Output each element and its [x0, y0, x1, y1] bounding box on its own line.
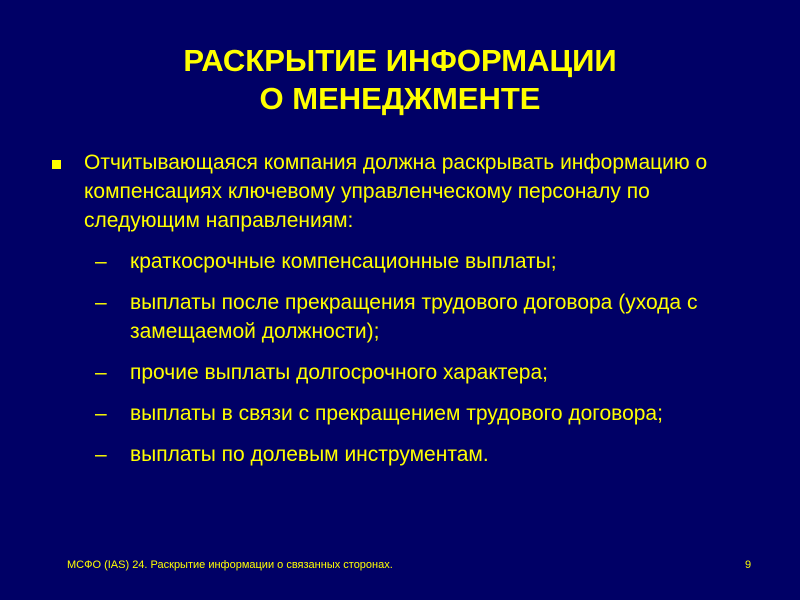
slide-content [48, 148, 768, 481]
dash-icon: – [95, 443, 107, 466]
sub-bullet-item [48, 440, 768, 469]
title-line-2: О МЕНЕДЖМЕНТЕ [259, 81, 541, 116]
slide-title [0, 42, 800, 118]
sub-bullet-item [48, 358, 768, 387]
sub-bullet-item [48, 399, 768, 428]
sub-bullet-text: выплаты в связи с прекращением трудового договора; [130, 402, 663, 425]
sub-bullet-item [48, 288, 768, 346]
dash-icon: – [95, 402, 107, 425]
sub-bullet-text: краткосрочные компенсационные выплаты; [130, 250, 557, 273]
sub-bullet-text: прочие выплаты долгосрочного характера; [130, 361, 549, 384]
sub-bullet-text: выплаты по долевым инструментам. [130, 443, 489, 466]
slide-footer: МСФО (IAS) 24. Раскрытие информации о связанных сторонах. [67, 559, 393, 571]
dash-icon: – [95, 361, 107, 384]
dash-icon: – [95, 291, 107, 314]
main-bullet-text: Отчитывающаяся компания должна раскрывать информацию о компенсациях ключевому управленческому персоналу по следующим направлениям: [84, 151, 708, 232]
title-line-1: РАСКРЫТИЕ ИНФОРМАЦИИ [183, 43, 617, 78]
sub-bullet-item [48, 247, 768, 276]
main-bullet-item [48, 148, 768, 235]
sub-bullet-text: выплаты после прекращения трудового договора (ухода с замещаемой должности); [130, 291, 698, 343]
square-bullet-icon [52, 160, 61, 169]
dash-icon: – [95, 250, 107, 273]
page-number: 9 [745, 559, 752, 571]
